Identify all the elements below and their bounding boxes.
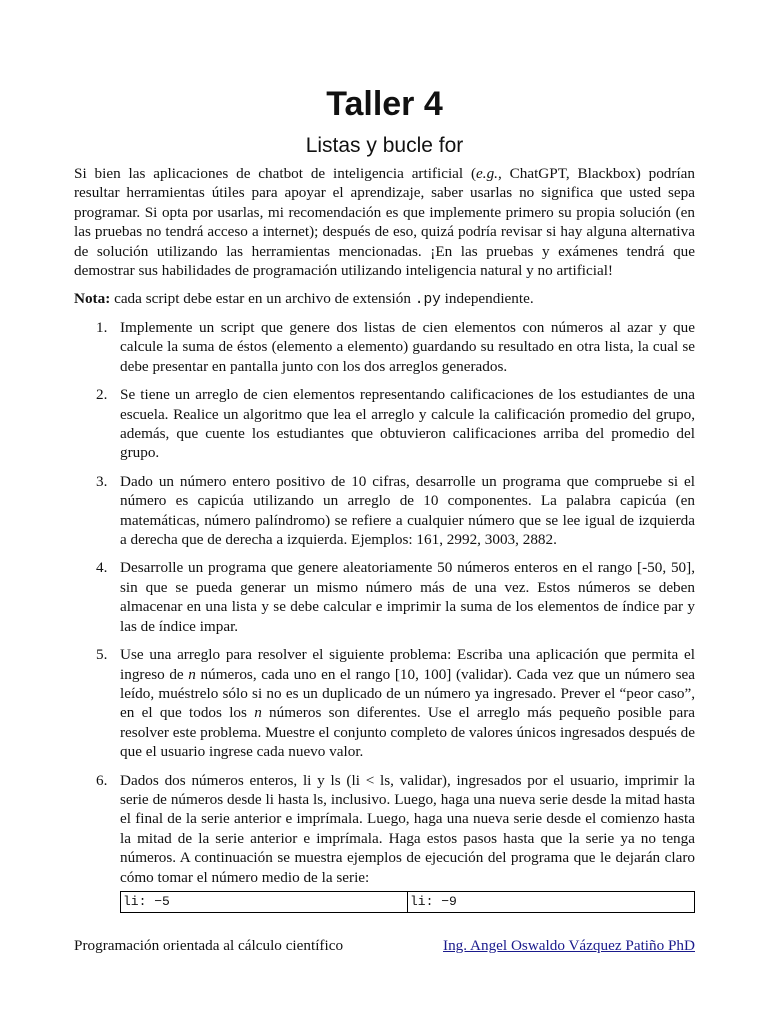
exercise-number: 5. — [96, 646, 108, 664]
exercise-text: Se tiene un arreglo de cien elementos representando calificaciones de los estudiantes de una escuela. Realice un algoritmo que lea el arreglo y calcule la calificación promedio del grupo, además, que cuente los estudiantes que obtuvieron calificaciones arriba del promedio del grupo. — [120, 386, 695, 462]
exercise-item — [74, 385, 695, 463]
exercise-text: Use una arreglo para resolver el siguiente problema: Escriba una aplicación que permita el ingreso de — [120, 646, 695, 683]
footer-author-link[interactable]: Ing. Angel Oswaldo Vázquez Patiño PhD — [443, 937, 695, 954]
exercise-number: 1. — [96, 319, 108, 336]
exercise-text: números, cada uno en el rango [10, 100] (validar). Cada vez que un número sea leído, muéstrelo sólo si no es un duplicado de un número ya ingresado. Prever el “peor caso”, en el que todos los — [120, 665, 695, 722]
exercise-item — [74, 318, 695, 376]
exercise-text: Dado un número entero positivo de 10 cifras, desarrolle un programa que compruebe si el número es capicúa utilizando un arreglo de 10 componentes. La palabra capicúa (en matemáticas, número palíndromo) se refiere a cualquier número que se lee igual de izquierda a derecha que de derecha a izquierda. Ejemplos: 161, 2992, 3003, 2882. — [120, 472, 695, 549]
page-title: Taller 4 — [326, 85, 443, 123]
document-page — [74, 0, 695, 1024]
exercise-list — [74, 318, 695, 896]
exercise-item — [74, 645, 695, 761]
footer-course-name: Programación orientada al cálculo científico — [74, 937, 344, 954]
exercise-text: Dados dos números enteros, li y ls (li < ls, validar), ingresados por el usuario, imprimir la serie de números desde li hasta ls, inclusivo. Luego, haga una nueva serie desde la mitad hasta el final de la serie anterior e imprímala. Luego, haga una nueva serie desde el comienzo hasta la mitad de la serie anterior e imprímala. Haga estos pasos hasta que la serie ya no tenga números. A continuación se muestra ejemplos de ejecución del programa que le dejarán claro cómo tomar el número medio de la serie: — [120, 771, 695, 886]
note-paragraph — [74, 289, 695, 310]
note-text: cada script debe estar en un archivo de extensión — [110, 290, 415, 307]
example-cell-left: li: −5 — [123, 894, 170, 909]
intro-text-start: Si bien las aplicaciones de chatbot de inteligencia artificial ( — [74, 165, 477, 182]
exercise-text: números son diferentes. Use el arreglo más pequeño posible para resolver este problema. Muestre el conjunto completo de valores únicos ingresados después de que el usuario ingrese cada nuevo valor. — [120, 704, 696, 761]
exercise-text: Implemente un script que genere dos listas de cien elementos con números al azar y que calcule la suma de éstos (elemento a elemento) guardando su resultado en otra lista, la cual se debe presentar en pantalla junto con los dos arreglos generados. — [120, 319, 695, 375]
note-text-end: independiente. — [440, 290, 534, 307]
intro-eg: e.g. — [476, 165, 498, 182]
example-cell-right: li: −9 — [407, 892, 694, 912]
exercise-item — [74, 472, 695, 550]
exercise-number: 4. — [96, 559, 108, 577]
variable-n: n — [188, 665, 196, 683]
exercise-item — [74, 558, 695, 636]
exercise-item — [74, 771, 695, 887]
page-subtitle: Listas y bucle for — [305, 134, 464, 157]
exercise-text: Desarrolle un programa que genere aleatoriamente 50 números enteros en el rango [-50, 50], sin que se pueda generar un mismo número más de una vez. Estos números se deben almacenar en una lista y se debe calcular e imprimir la suma de los elementos de índice par y las de índice impar. — [120, 559, 695, 635]
note-extension: .py — [414, 292, 441, 308]
exercise-number: 6. — [96, 771, 108, 789]
example-output-table — [120, 891, 695, 913]
note-label: Nota: — [74, 290, 111, 307]
variable-n: n — [254, 704, 262, 722]
exercise-number: 3. — [96, 472, 108, 490]
intro-text-rest: , ChatGPT, Blackbox) podrían resultar herramientas útiles para apoyar el aprendizaje, saber usarlas no significa que usted sepa programar. Si opta por usarlas, mi recomendación es que implemente primero su propia solución (en las pruebas no tendrá acceso a internet); después de eso, quizá podría revisar si hay alguna alternativa de solución utilizando las herramientas mencionadas. ¡En las pruebas y exámenes tendrá que demostrar sus habilidades de programación utilizando inteligencia natural y no artificial! — [74, 165, 695, 280]
intro-paragraph — [74, 164, 695, 280]
exercise-number: 2. — [96, 386, 108, 404]
